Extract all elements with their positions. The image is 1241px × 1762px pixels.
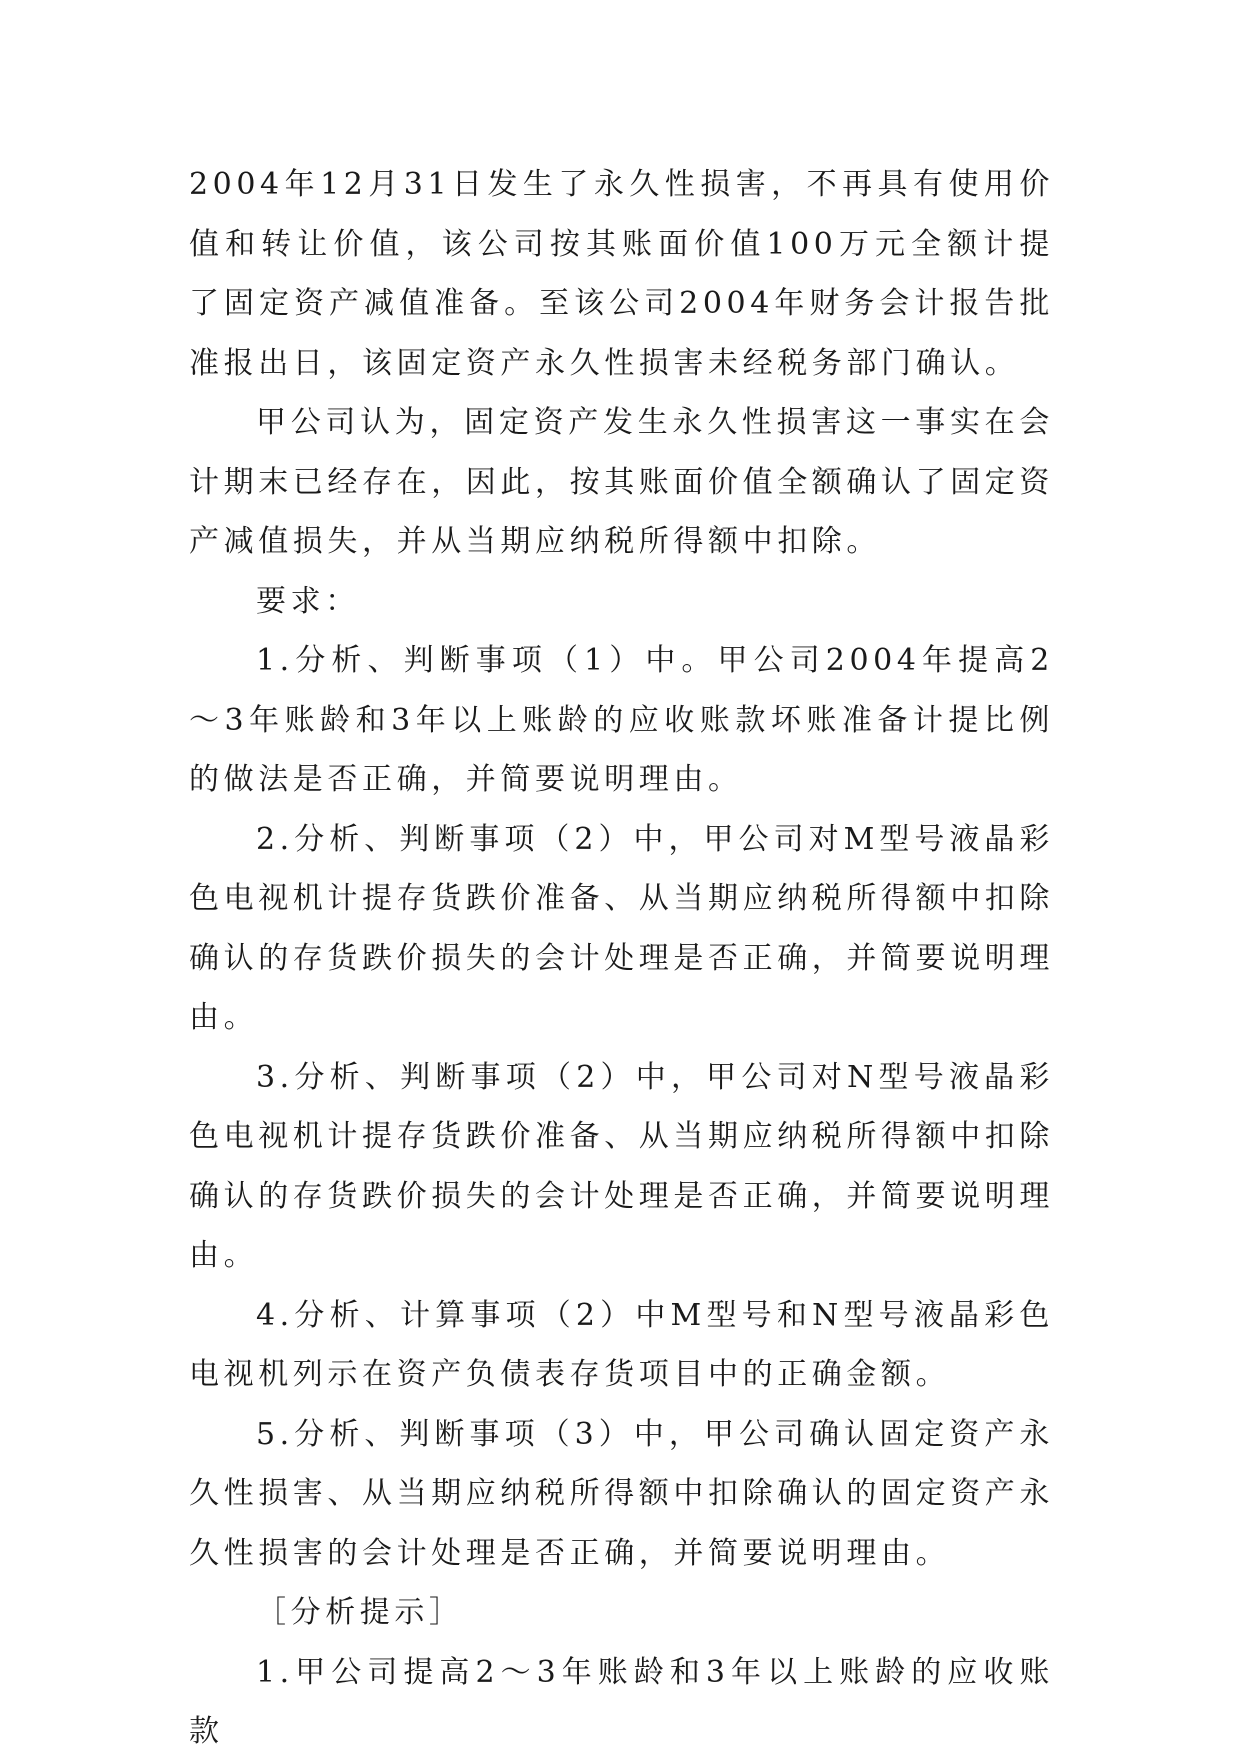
document-body [189, 155, 1054, 1762]
paragraph-impairment-description: 2004年12月31日发生了永久性损害，不再具有使用价值和转让价值，该公司按其账面价值100万元全额计提了固定资产减值准备。至该公司2004年财务会计报告批准报出日，该固定资产永久性损害未经税务部门确认。 [189, 167, 1054, 381]
paragraph-analysis-hint-1: 1.甲公司提高2～3年账龄和3年以上账龄的应收账款 [189, 1654, 1054, 1749]
paragraph-analysis-hint-heading: ［分析提示］ [256, 1595, 464, 1630]
paragraph-requirements-heading: 要求： [256, 583, 360, 619]
paragraph-requirement-4: 4.分析、计算事项（2）中M型号和N型号液晶彩色电视机列示在资产负债表存货项目中的正确金额。 [189, 1297, 1054, 1392]
paragraph-requirement-2: 2.分析、判断事项（2）中，甲公司对M型号液晶彩色电视机计提存货跌价准备、从当期应纳税所得额中扣除确认的存货跌价损失的会计处理是否正确，并简要说明理由。 [189, 821, 1054, 1035]
paragraph-requirement-3: 3.分析、判断事项（2）中，甲公司对N型号液晶彩色电视机计提存货跌价准备、从当期应纳税所得额中扣除确认的存货跌价损失的会计处理是否正确，并简要说明理由。 [189, 1059, 1054, 1273]
paragraph-requirement-5: 5.分析、判断事项（3）中，甲公司确认固定资产永久性损害、从当期应纳税所得额中扣除确认的固定资产永久性损害的会计处理是否正确，并简要说明理由。 [189, 1416, 1054, 1571]
paragraph-company-position: 甲公司认为，固定资产发生永久性损害这一事实在会计期末已经存在，因此，按其账面价值全额确认了固定资产减值损失，并从当期应纳税所得额中扣除。 [189, 405, 1054, 559]
paragraph-requirement-1: 1.分析、判断事项（1）中。甲公司2004年提高2～3年账龄和3年以上账龄的应收账款坏账准备计提比例的做法是否正确，并简要说明理由。 [189, 643, 1054, 797]
